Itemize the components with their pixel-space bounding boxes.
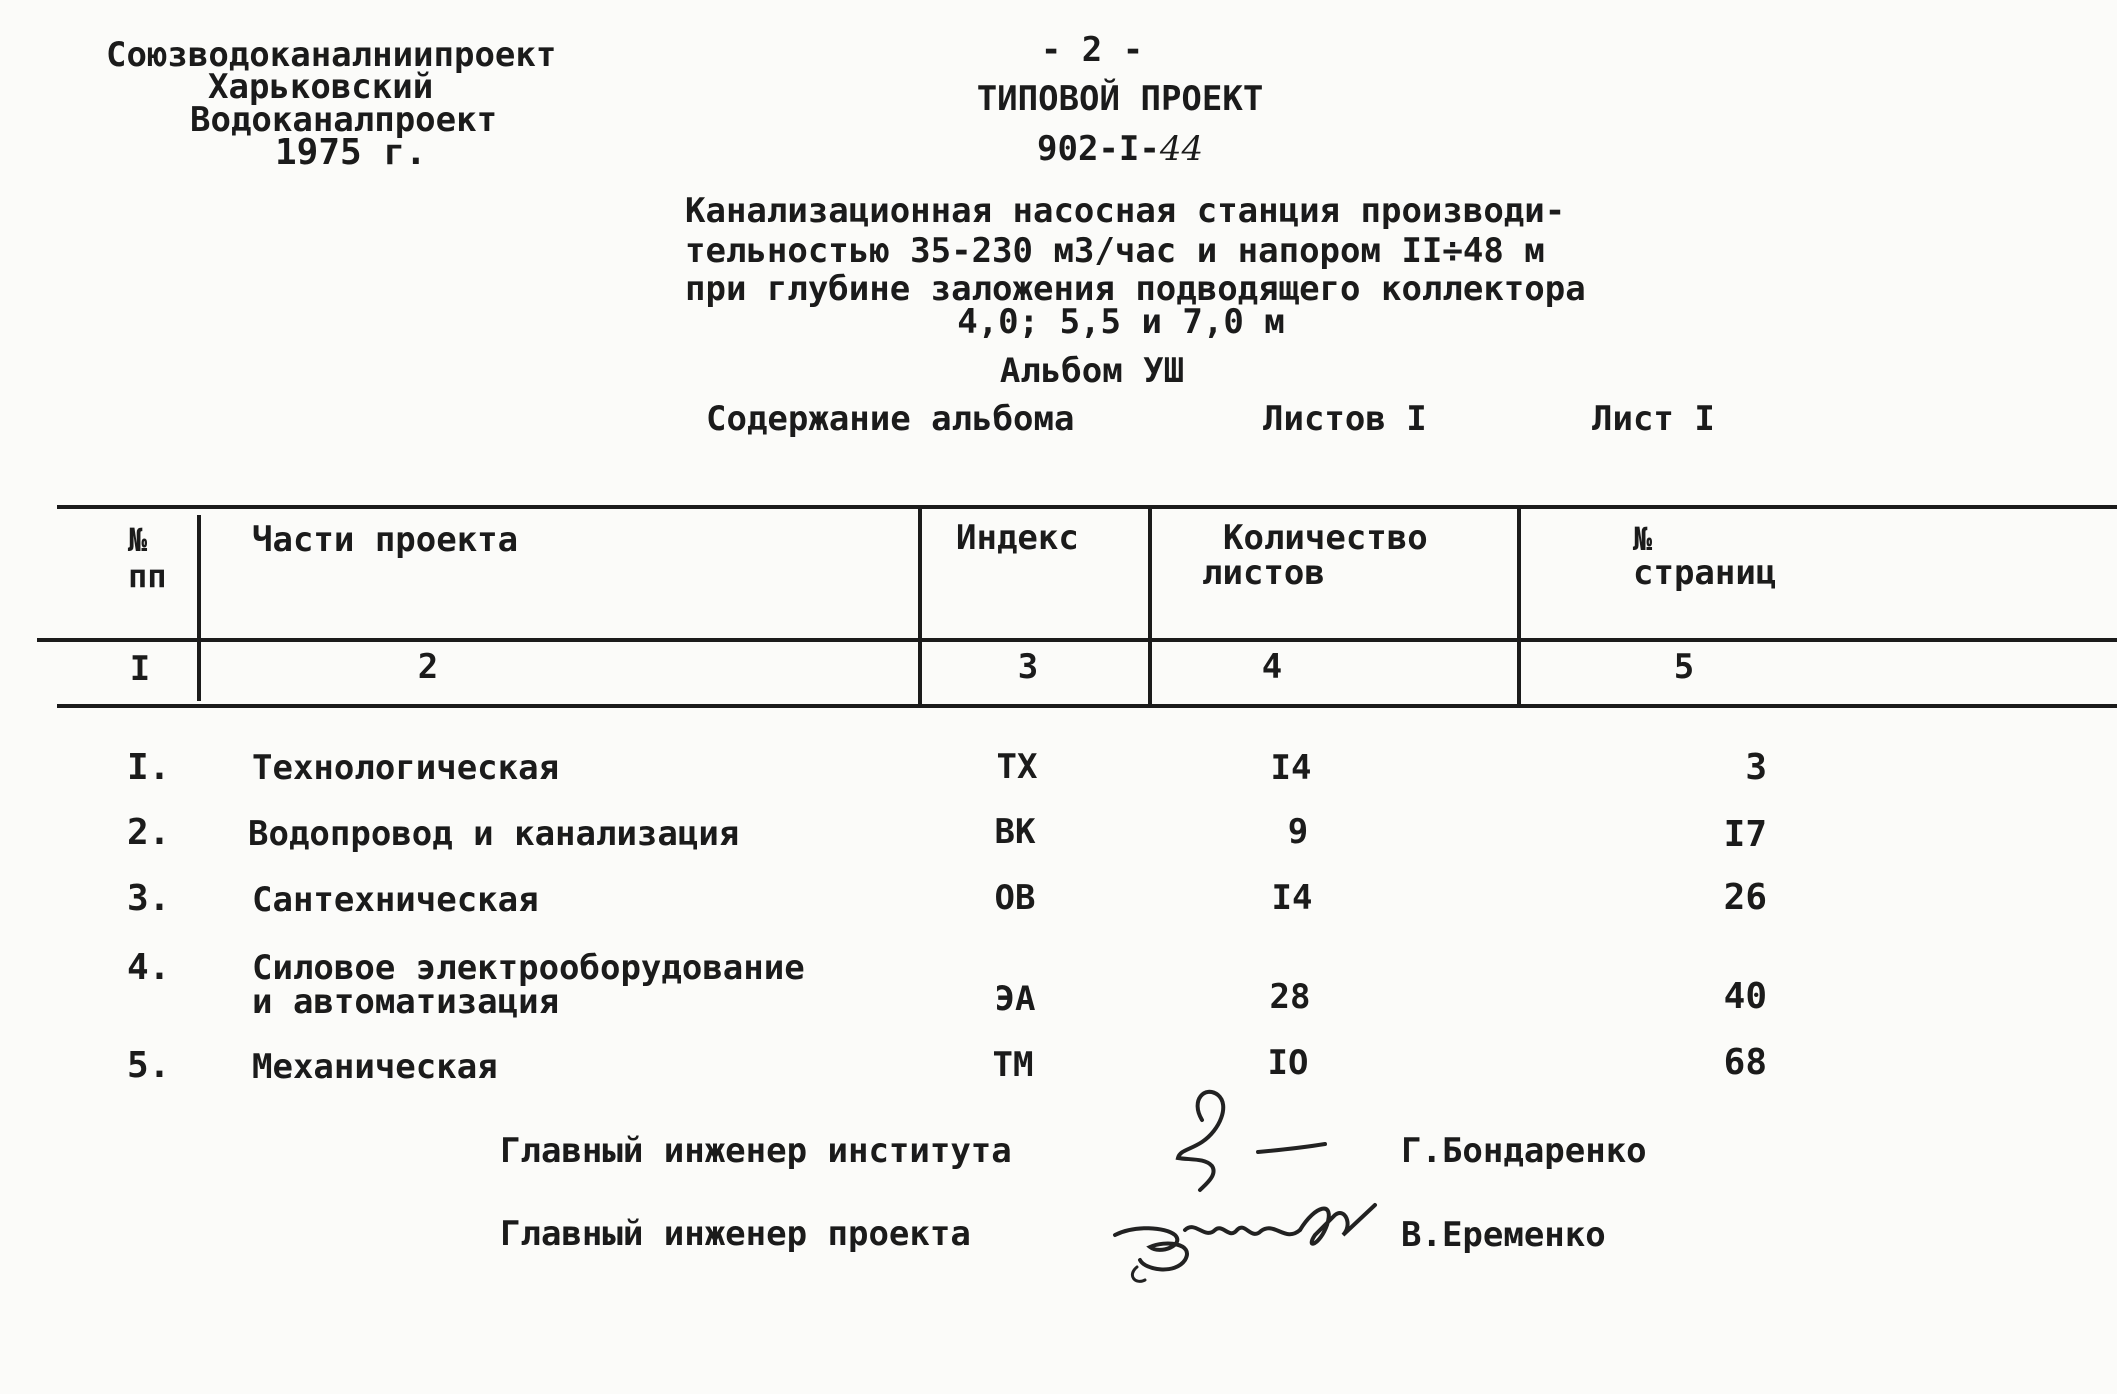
description-line2: тельностью 35-230 м3/час и напором II÷48 м (685, 231, 1545, 271)
chief-engineer-institute-label: Главный инженер института (500, 1131, 1012, 1171)
org-name-line2: Харьковский (208, 67, 434, 107)
row-part-name: Технологическая (252, 748, 560, 788)
project-number-prefix: 902-I- (1037, 129, 1160, 169)
project-number-suffix: 44 (1159, 129, 1204, 169)
row-page: 68 (1723, 1042, 1767, 1083)
row-num: 2. (127, 812, 171, 853)
org-name-line3: Водоканалпроект (190, 100, 498, 140)
header-num-line2: пп (128, 557, 167, 595)
contents-title: Содержание альбома (706, 399, 1075, 439)
row-index: ТМ (992, 1045, 1034, 1085)
row-index: ОВ (994, 878, 1036, 918)
header-num-line1: № (128, 521, 148, 559)
col-number: 2 (417, 647, 439, 687)
row-page: 3 (1745, 747, 1767, 788)
row-sheet-count: 28 (1269, 977, 1311, 1017)
table-column-divider (918, 508, 922, 706)
header-count-line1: Количество (1223, 518, 1428, 558)
row-page: 26 (1723, 877, 1767, 918)
page-number: - 2 - (1040, 30, 1144, 70)
row-part-name: Водопровод и канализация (248, 814, 740, 854)
row-num: 4. (127, 947, 171, 988)
sheets-total: Листов I (1263, 399, 1427, 439)
row-index: ТХ (996, 747, 1038, 787)
project-type: ТИПОВОЙ ПРОЕКТ (976, 79, 1264, 119)
row-index: ВК (994, 812, 1036, 852)
table-column-divider (1517, 508, 1521, 706)
table-column-divider (1148, 508, 1152, 706)
table-bottom-border (57, 704, 2117, 708)
chief-engineer-project-label: Главный инженер проекта (500, 1214, 971, 1254)
row-part-name-cont: и автоматизация (252, 982, 560, 1022)
header-count-line2: листов (1202, 553, 1325, 593)
sheet-number: Лист I (1592, 399, 1715, 439)
chief-engineer-institute-name: Г.Бондаренко (1401, 1131, 1647, 1171)
row-sheet-count: IO (1267, 1043, 1309, 1083)
row-sheet-count: I4 (1270, 748, 1312, 788)
header-parts: Части проекта (252, 520, 519, 560)
col-number: 3 (1017, 647, 1039, 687)
description-line4: 4,0; 5,5 и 7,0 м (957, 302, 1285, 342)
row-part-name: Сантехническая (252, 880, 539, 920)
table-column-divider (197, 515, 201, 701)
row-index: ЭА (994, 979, 1036, 1019)
row-part-name: Механическая (252, 1047, 498, 1087)
org-year: 1975 г. (275, 132, 427, 173)
row-page: 40 (1723, 976, 1767, 1017)
col-number: 4 (1261, 647, 1283, 687)
row-sheet-count: I4 (1271, 878, 1313, 918)
row-sheet-count: 9 (1287, 812, 1309, 852)
row-num: 3. (127, 878, 171, 919)
row-page: I7 (1723, 814, 1767, 855)
col-number: I (129, 649, 151, 689)
row-part-name: Силовое электрооборудование (252, 948, 805, 988)
project-number (1037, 129, 1204, 169)
org-name-line1: Союзводоканалниипроект (106, 35, 557, 75)
header-index: Индекс (956, 518, 1079, 558)
row-num: 5. (127, 1045, 171, 1086)
header-page-line1: № (1633, 520, 1653, 558)
album-title: Альбом УШ (999, 351, 1185, 391)
description-line1: Канализационная насосная станция производи- (685, 191, 1566, 231)
col-number: 5 (1673, 647, 1695, 687)
description-line3: при глубине заложения подводящего коллектора (685, 269, 1586, 309)
table-top-border (57, 505, 2117, 509)
table-header-divider (37, 638, 2117, 642)
signature-eremenko (1105, 1185, 1390, 1300)
header-page-line2: страниц (1633, 553, 1777, 593)
chief-engineer-project-name: В.Еременко (1401, 1215, 1606, 1255)
row-num: I. (127, 747, 171, 788)
